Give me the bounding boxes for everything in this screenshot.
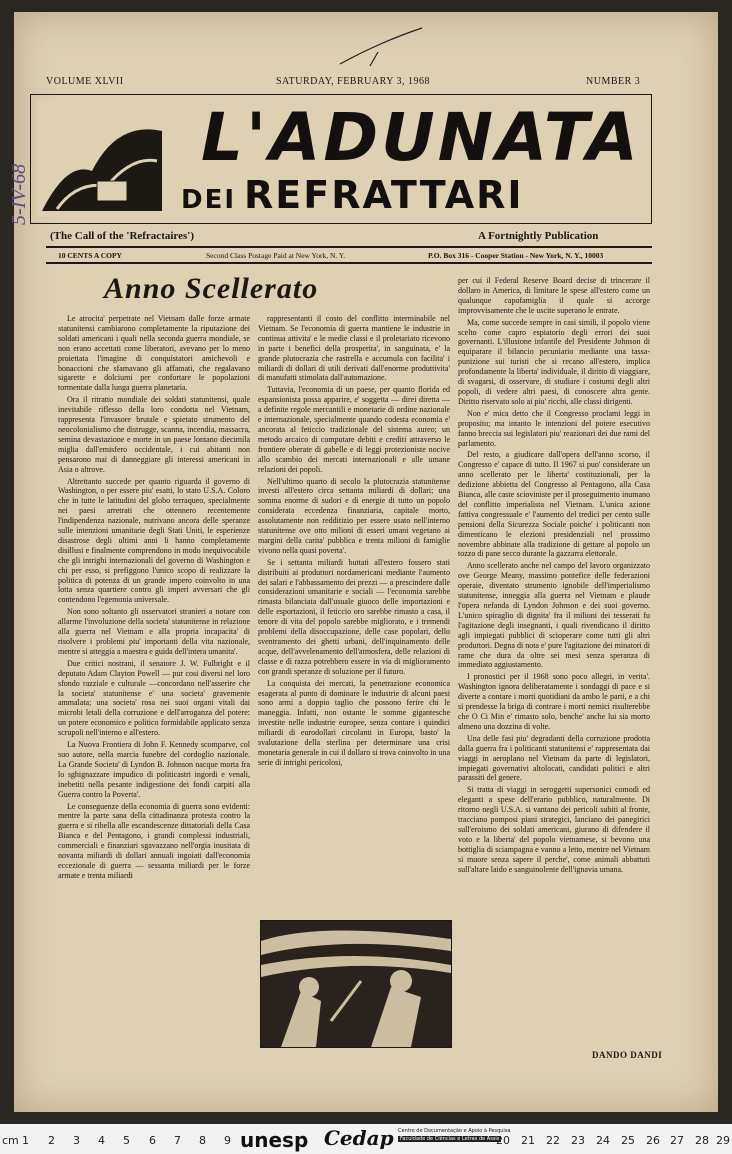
woodcut-illustration [260, 920, 452, 1048]
article-headline: Anno Scellerato [104, 272, 319, 305]
paragraph: Non e' mica detto che il Congresso proclami leggi in proposito; ma intanto le intenzioni del potere esecutivo fanno breccia sui legislatori piu' reazionari dei due rami del parlamento. [458, 408, 650, 448]
masthead-title-line1: L'ADUNATA [201, 99, 641, 176]
address-label: P.O. Box 316 - Cooper Station - New York, N. Y., 10003 [428, 251, 604, 260]
paragraph: Non sono soltanto gli osservatori stranieri a notare con allarme l'involuzione della societa' statunitense in relazione alla guerra nel Vietnam e alla propria incapacita' di risolvere i problemi piu' importanti della vita nazionale, mentre si atteggia a maestra e guida dell'intera umanita'. [58, 607, 250, 656]
paragraph: Anno scellerato anche nel campo del lavoro organizzato ove George Meany, massimo pontefice delle federazioni operaie, diventato strumento ignobile dell'imperialismo statunitense, inneggia alla guerra nel Vietnam e plaude l'opera nefanda di Lyndon Johnson e dei suoi governo. L'unico spiraglio di dignita' fra il milioni dei tesserati fu l'agitazione degli insegnanti, i quali rivendicano il diritto agli impiegati pubblici di scioperare come tutti gli altri produttori. Degna di nota e' pure l'agitazione dei minatori di rame che dura da oltre sei mesi senza speranza di immediato aggiustamento. [458, 561, 650, 670]
masthead-title-line2 [181, 173, 524, 217]
cedap-logo: Cedap [324, 1126, 394, 1150]
paragraph: per cui il Federal Reserve Board decise di trincerare il dollaro in America, di limitare le spese all'estero come un qualunque capofamiglia il quale si accorge improvvisamente che le uscite superano le entrate. [458, 276, 650, 315]
ruler-tick: 6 [149, 1134, 156, 1147]
ruler-tick: 21 [521, 1134, 535, 1147]
ruler-tick: 28 [695, 1134, 709, 1147]
paragraph: Si tratta di viaggi in seroggetti supersonici comodi ed eleganti a spese dell'erario pubblico, naturalmente. Di ritorno negli U.S.A. si vantano dei pericoli subiti al fronte, tracciano pomposi piani strategici, lanciano dei panegirici sull'eroismo dei soldati americani, giurano di difendere il voto e la liberta' del popolo vietnamese, si bevono una bottiglia di sciampagna e vanno a letto, mentre nel Vietnam si muore senza sapere il perche', come animali abbattuti sull'altare laido e sanguinolente dell'ignavia umana. [458, 785, 650, 874]
ruler-tick: 25 [621, 1134, 635, 1147]
paragraph: rappresentanti il costo del conflitto interminabile nel Vietnam. Se l'economia di guerra mantiene le industrie in continua attivita' e le medie classi e il proletariato ricevono in parte i benefici della prosperita', in sanguinata, e' la grande plutocrazia che rastrella e accumula con facilita' i miliardi di dollari di utili derivati dall'enorme produttivita' di manufatti stimolata dall'automazione. [258, 314, 450, 383]
paragraph: La Nuova Frontiera di John F. Kennedy scomparve, col suo autore, nella marcia funebre del cordoglio nazionale. La Grande Societa' di Lyndon B. Johnson nacque morta fra lo sghignazzare impudico di politicastri ingordi e venali, inebetiti nella pesante indigestione dei fondi carpiti alla Guerra contro la Poverta'. [58, 740, 250, 799]
paragraph: Ora il ritratto mondiale dei soldati statunitensi, quale inevitabile riflesso della loro condotta nel Vietnam, rappresenta l'invasore brutale e spietato strumento del neocolonialismo che distrugge, scanna, incendia, massacra, semina devastazione e morte in un paese lontano diecimila miglia dall'emisfero occidentale, i cui abitanti non pensarono mai di danneggiare gli interessi americani in Asia o altrove. [58, 395, 250, 474]
paragraph: Le atrocita' perpetrate nel Vietnam dalle forze armate statunitensi cambiarono completamente la riputazione dei soldati americani i quali nella seconda guerra mondiale, se non erano accettati come liberatori, avevano per lo meno proiettata l'imagine di conquistatori amichevoli e bonaccioni che sfamavano gli affamati, che regalavano sigarette e dolciumi per confortare le popolazioni tormentate dalla lunga guerra planetaria. [58, 314, 250, 393]
paragraph: La conquista dei mercati, la penetrazione economica esagerata al punto di dominare le industrie di alcuni paesi sono armi a doppio taglio che possono ferire chi le maneggia. Infatti, non ostante le somme gigantesche investite nelle industrie europee, senza contare i quindici miliardi di eurodollari circolanti in Europa, basto' la svalutazione della sterlina per determinare una crisi monetaria generale in cui il dollaro si trova coinvolto in una serie di intrighi pericolosi, [258, 678, 450, 767]
issue-number: NUMBER 3 [586, 76, 641, 87]
article-column-1 [58, 314, 250, 1094]
issue-date: SATURDAY, FEBRUARY 3, 1968 [276, 76, 431, 87]
pen-mark-icon [330, 22, 430, 72]
ruler-unit: cm [2, 1134, 19, 1147]
paragraph: Una delle fasi piu' degradanti della corruzione prodotta dalla guerra fra i politicanti statunitensi e' rappresentata dai viaggi in aeroplano nel Vietnam da parte di legislatori, impiegati governativi altolocati, candidati politici e altri parassiti del genere. [458, 733, 650, 783]
article-signature: DANDO DANDI [592, 1050, 663, 1060]
scan-footer [0, 1124, 732, 1154]
paragraph: Due critici nostrani, il senatore J. W. Fulbright e il deputato Adam Clayton Powell — pur cosi diversi nel loro sfondo razziale e culturale —concordano nell'asserire che la societa' statunitense e' una societa' gravemente ammalata; una societa' rosa nei suoi organi vitali dai microbi letali della corruzione e dell'arroganza del potere: un potere economico e politico formidabile applicato senza scrupoli nell'interno e all'estero. [58, 658, 250, 738]
ruler-tick: 20 [496, 1134, 510, 1147]
handwritten-note: 5-IV-68 [8, 163, 30, 225]
masthead-title-refrattari: REFRATTARI [244, 173, 524, 217]
ruler-tick: 7 [174, 1134, 181, 1147]
paragraph: Nell'ultimo quarto di secolo la plutocrazia statunitense investi all'estero circa settanta miliardi di dollari; una somma enorme di sudori e di energie di tutto un popolo considerata eccedenza finanziaria, capitale morto, assolutamente non redditizio per essere usato nell'interno statunitense ove otto milioni di esseri umani vegetano ai margini della carita' pubblica e trenta milioni di famiglie vivono nella quasi poverta'. [258, 476, 450, 555]
volume-label: VOLUME XLVII [46, 76, 124, 87]
paragraph: Ma, come succede sempre in casi simili, il popolo viene scelto come capro espiatorio degli errori dei suoi governanti. L'illusione infantile del Presidente Johnson di equiparare il bilancio pecuniario mediante una tassa-punizione sui turisti che si recano all'estero, implica profondamente la liberta' individuale, il diritto di viaggiare, di svagarsi, di osservare, di studiare i costumi degli altri popoli, di vedere altri paesi, di conoscere altra gente. Diritto riservato solo ai piu' ricchi, alle classi dirigenti. [458, 317, 650, 406]
postage-label: Second Class Postage Paid at New York, N. Y. [206, 251, 346, 260]
frequency-label: A Fortnightly Publication [478, 230, 599, 242]
ruler-tick: 4 [98, 1134, 105, 1147]
cedap-subtitle-2: Faculdade de Ciências e Letras de Assis [400, 1136, 500, 1142]
ruler-tick: 23 [571, 1134, 585, 1147]
paragraph: Le conseguenze della economia di guerra sono evidenti: mentre la parte sana della cittadinanza protesta contro la guerra e si ribella alle escandescenze dittatoriali della Casa Bianca e del Pentagono, i grandi complessi industriali, commerciali e finanziari sgavazzano nell'orgia inusitata di novanta miliardi di dollari annuali ingoiati dall'economia eccezionale di guerra — sessanta miliardi per le forze armate e trenta miliardi [58, 801, 250, 880]
top-rule [46, 246, 652, 248]
paragraph: I pronostici per il 1968 sono poco allegri, in verita'. Washington ignora deliberatamente i sondaggi di pace e si diverte a contare i morti quotidiani da ambo le parti, e a chi si prendesse la briga di contrare i morti nemici risulterebbe che O Ci Min e' rimasto solo, benche' anche lui sia morto almeno una dozzina di volte. [458, 672, 650, 731]
article-column-3 [458, 276, 650, 1046]
paragraph: Tuttavia, l'economia di un paese, per quanto florida ed espansionista possa apparire, e' soggetta — direi diretta — a definite regole mercantili e monetarie di ordine nazionale e internazionale, specialmente quando codesta economia e' ancorata al feticcio tradizionale del sistema aureo; un metodo arcaico di computare debiti e crediti attraverso le frontiere oberate di gabelle e di leggi protezioniste nocive allo scambio dei mercati internazionali e alle umane relazioni dei popoli. [258, 385, 450, 474]
ruler-tick: 9 [224, 1134, 231, 1147]
ruler-tick: 5 [123, 1134, 130, 1147]
cedap-subtitle: Centro de Documentação e Apoio à Pesquisa [398, 1128, 511, 1134]
ruler-tick: 26 [646, 1134, 660, 1147]
ruler-tick: 22 [546, 1134, 560, 1147]
masthead [30, 94, 652, 224]
ruler-tick: 29 [716, 1134, 730, 1147]
paragraph: Se i settanta miliardi buttati all'estero fossero stati distribuiti ai produttori nordamericani mediante l'aumento dei salari e l'abbassamento dei prezzi — a prescindere dalle considerazioni umanitarie e sociali — l'economia sarebbe rimasta bilanciata dall'usuale giuoco delle importazioni e delle esportazioni, il feticcio oro sarebbe rimasto a casa, il tenore di vita del popolo sarebbe migliorato, e i tremendi problemi della disoccupazione, delle case popolari, dello sventramento dei ghetti urbani, dell'inquinamento delle acque, dell'avvelenamento dell'atmosfera, delle relazioni di classe e di razza potrebbero essere in via di miglioramento con grandi speranze di soluzione per il futuro. [258, 557, 450, 676]
ruler-tick: 27 [670, 1134, 684, 1147]
masthead-illustration-icon [37, 101, 167, 217]
english-title: (The Call of the 'Refractaires') [50, 230, 194, 242]
woodcut-image-icon [261, 921, 451, 1047]
paragraph: Del resto, a giudicare dall'opera dell'anno scorso, il Congresso e' capace di tutto. Il 1967 si puo' considerare un anno scellerato per le liberta' costituzionali, per la dedizione abbietta del Congresso al Pentagono, alla Casa Bianca, alle caste sciovinistе per il proseguimento inumano del conflitto imperialista nel Vietnam. L'unica azione fattiva congressuale e' l'aumento del tredici per cento sulle pensioni della Sicurezza Sociale poiche' i politicanti non dimenticano le elezioni presidenziali nel prossimo novembre abbinate alla tradizione di gettare al popolo un tozzo di pane secco durante la gazzarra elettorale. [458, 450, 650, 559]
bottom-rule [46, 262, 652, 264]
paragraph: Altrettanto succede per quanto riguarda il governo di Washington, o per essere piu' esatti, lo stato U.S.A. Coloro che in tutte le latitudini del globo terraqueo, specialmente nei paesi arretrati che ottennero recentemente l'indipendenza nazionale, nutrivano ancora delle speranze sulle intenzioni umanitarie degli Stati Uniti, le esperienze disastrose degli ultimi anni li hanno completamente disillusi e finalmente comprendono in modo inequivocabile che gli intrighi internazionali del governo di Washington e chi per esso, si prefiggono l'unico scopo di realizzare la politica di potenza di un grande impero coinvolto in una lotta senza quartiere contro gli imperi avversari che gli contendono l'egemonia universale. [58, 476, 250, 605]
ruler-tick: 1 [22, 1134, 29, 1147]
ruler-tick: 8 [199, 1134, 206, 1147]
price-label: 10 CENTS A COPY [58, 251, 122, 260]
ruler-tick: 3 [73, 1134, 80, 1147]
unesp-logo: unesp [240, 1128, 309, 1152]
ruler-tick: 24 [596, 1134, 610, 1147]
ruler-tick: 2 [48, 1134, 55, 1147]
article-column-2 [258, 314, 450, 914]
masthead-title-dei: DEI [181, 185, 237, 215]
